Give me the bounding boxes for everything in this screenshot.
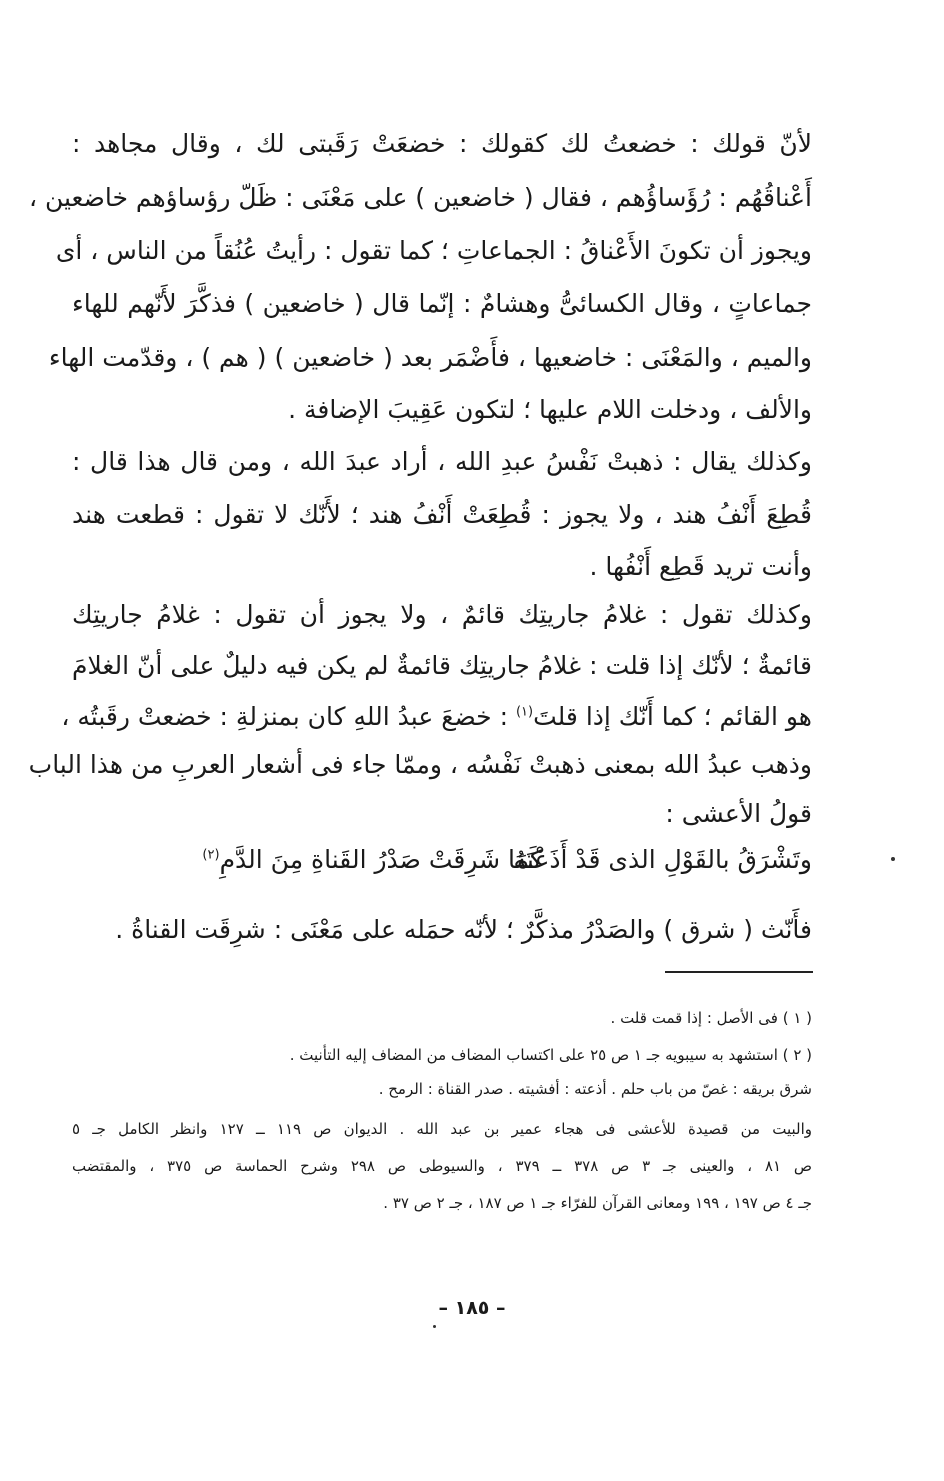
text-line-1: لأنّ قولك : خضعتُ لك كقولك : خضعَتْ رَقَبتى لك ، وقال مجاهد :	[72, 129, 812, 158]
text-line-2: أَعْناقُهُم : رُؤَساؤُهم ، فقال ( خاضعين ) على مَعْنَى : ظَلّ رؤساؤهم خاضعين ،	[28, 183, 812, 212]
closing-line: فأَنّث ( شرق ) والصَدْرُ مذكَّرٌ ؛ لأنّه حمَله على مَعْنَى : شرِقَت القناةُ .	[115, 915, 812, 944]
verse-left-hemistich	[202, 840, 542, 880]
footnote-1: ( ١ ) فى الأصل : إذا قمت قلت .	[610, 1009, 812, 1027]
footnote-2-source-line-2: ص ٨١ ، والعينى جـ ٣ ص ٣٧٨ ــ ٣٧٩ ، والسيوطى ص ٢٩٨ وشرح الحماسة ص ٣٧٥ ، والمقتضب	[72, 1157, 813, 1175]
text-line-4: جماعاتٍ ، وقال الكسائىُّ وهشامٌ : إنّما قال ( خاضعين ) فذكَّرَ لأَنّهم للهاء	[72, 289, 812, 318]
verse-right-hemistich: وتَشْرَقُ بالقَوْلِ الذى قَدْ أَذَعْتَهُ	[513, 845, 812, 874]
footnote-marker-1: (١)	[515, 704, 534, 720]
text-segment: : خضعَ عبدُ اللهِ كان بمنزلةِ : خضعتْ رقَبتُه ،	[61, 702, 516, 731]
footnote-2: ( ٢ ) استشهد به سيبويه جـ ١ ص ٢٥ على اكتساب المضاف من المضاف إليه التأنيث .	[289, 1046, 812, 1064]
text-line-5: والميم ، والمَعْنَى : خاضعيها ، فأَضْمَر بعد ( خاضعين ) ( هم ) ، وقدّمت الهاء	[48, 343, 812, 372]
footnote-separator	[665, 971, 813, 973]
page-number: – ١٨٥ –	[438, 1297, 506, 1319]
text-line-8: قُطِعَ أَنْفُ هند ، ولا يجوز : قُطِعَتْ أَنْفُ هند ؛ لأَنّك لا تقول : قطعت هند	[72, 500, 812, 529]
margin-mark	[891, 857, 895, 861]
footnote-marker-2: (٢)	[202, 847, 220, 863]
text-line-11: قائمةٌ ؛ لأنّك إذا قلت : غلامُ جاريتِك قائمةٌ لم يكن فيه دليلٌ على أنّ الغلامَ	[72, 651, 812, 680]
verse-text: كَمَا شَرِقَتْ صَدْرُ القَناةِ مِنَ الدَّمِ	[219, 845, 542, 874]
footnote-2-source-line-3: جـ ٤ ص ١٩٧ ، ١٩٩ ومعانى القرآن للفرّاء جـ ١ ص ١٨٧ ، جـ ٢ ص ٣٧ .	[383, 1194, 812, 1212]
text-line-7: وكذلك يقال : ذهبتْ نَفْسُ عبدِ الله ، أراد عبدَ الله ، ومن قال هذا قال :	[72, 447, 812, 476]
page-mark	[433, 1325, 436, 1328]
text-line-3: ويجوز أن تكونَ الأَعْناقُ : الجماعاتِ ؛ كما تقول : رأيتُ عُنُقاً من الناس ، أى	[55, 236, 812, 265]
text-line-13: وذهب عبدُ الله بمعنى ذهبتْ نَفْسُه ، وممّا جاء فى أشعار العربِ من هذا الباب	[28, 750, 812, 779]
footnote-2-source-line-1: والبيت من قصيدة للأعشى فى هجاء عمير بن عبد الله . الديوان ص ١١٩ ــ ١٢٧ وانظر الكامل جـ ٥	[72, 1120, 812, 1138]
text-line-9: وأنت تريد قَطِع أَنْفُها .	[589, 552, 812, 581]
text-line-10: وكذلك تقول : غلامُ جاريتِك قائمٌ ، ولا يجوز أن تقول : غلامُ جاريتِك	[72, 600, 812, 629]
text-line-6: والألف ، ودخلت اللام عليها ؛ لتكون عَقِيبَ الإضافة .	[288, 395, 812, 424]
text-segment: هو القائم ؛ كما أَنّك إذا قلتَ	[533, 702, 812, 731]
text-line-12	[61, 699, 812, 735]
footnote-2-gloss: شرق بريقه : غصّ من باب حلم . أذعته : أفشيته . صدر القناة : الرمح .	[378, 1080, 812, 1098]
text-line-14: قولُ الأعشى :	[665, 799, 812, 828]
